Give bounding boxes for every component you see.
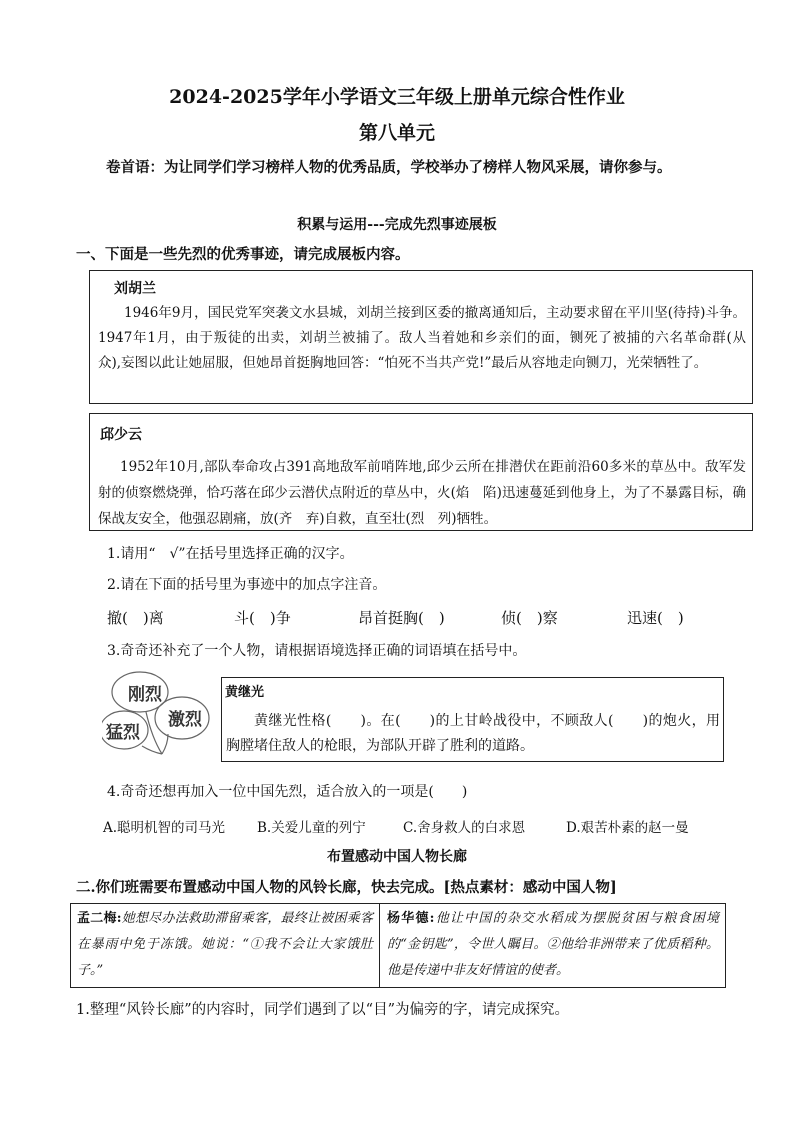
hero-name: 刘胡兰 bbox=[114, 281, 156, 297]
person-description: 她想尽办法救助滞留乘客，最终让被困乘客在暴雨中免于冻饿。她说：“①我不会让大家饿肚子。” bbox=[77, 911, 373, 978]
word-choice-1: 刚烈 bbox=[128, 685, 162, 705]
pinyin-item[interactable]: 昂首挺胸( ) bbox=[358, 609, 445, 627]
word-choice-2: 猛烈 bbox=[106, 723, 140, 743]
unit-title: 第八单元 bbox=[358, 122, 435, 144]
option-a[interactable]: A.聪明机智的司马光 bbox=[103, 820, 226, 836]
option-c[interactable]: C.舍身救人的白求恩 bbox=[403, 820, 526, 836]
hero-box-qiu-shaoyun bbox=[89, 413, 753, 531]
question-2-title: 二.你们班需要布置感动中国人物的风铃长廊，快去完成。[热点素材：感动中国人物] bbox=[76, 879, 617, 896]
hero-story: 1952年10月,部队奉命攻占391高地敌军前哨阵地,邱少云所在排潜伏在距前沿60多米的草丛中。敌军发射的侦察燃烧弹，恰巧落在邱少云潜伏点附近的草丛中，火(焰 陷)迅速蔓延到他身上，为了不暴露目标，确保战友安全，他强忍剧痛，放(齐 弃)自救，直至壮(烈 列)牺牲。 bbox=[98, 459, 746, 527]
bubble-stem bbox=[146, 712, 162, 754]
word-choice-3: 激烈 bbox=[168, 710, 202, 730]
hero-name: 邱少云 bbox=[100, 427, 142, 443]
section2-sub-question-1: 1.整理“风铃长廊”的内容时，同学们遇到了以“目”为偏旁的字，请完成探究。 bbox=[76, 1002, 569, 1018]
pinyin-item[interactable]: 侦( )察 bbox=[501, 609, 558, 627]
question-1-title: 一、下面是一些先烈的优秀事迹，请完成展板内容。 bbox=[76, 246, 410, 263]
option-b[interactable]: B.关爱儿童的列宁 bbox=[257, 820, 366, 836]
sub-question-2: 2.请在下面的括号里为事迹中的加点字注音。 bbox=[107, 577, 387, 593]
hero-story: 1946年9月，国民党军突袭文水县城，刘胡兰接到区委的撤离通知后，主动要求留在平川坚(待持)斗争。1947年1月，由于叛徒的出卖，刘胡兰被捕了。敌人当着她和乡亲们的面，铡死了被捕的六名革命群(从 众),妄图以此让她屈服，但她昂首挺胸地回答：“怕死不当共产党!”最后从容地走向铡刀，光荣牺牲了。 bbox=[98, 305, 760, 371]
preface-label: 卷首语： bbox=[106, 159, 164, 176]
q4-options bbox=[0, 816, 794, 836]
hero-box-huang-jiguang bbox=[221, 677, 724, 762]
sub-question-4: 4.奇奇还想再加入一位中国先烈，适合放入的一项是( ) bbox=[107, 784, 468, 800]
table-cell-yang-huade bbox=[387, 906, 719, 984]
table-divider bbox=[379, 904, 380, 987]
option-d[interactable]: D.艰苦朴素的赵一曼 bbox=[566, 820, 689, 836]
preface bbox=[76, 156, 736, 180]
person-name: 杨华德: bbox=[387, 911, 435, 926]
bubble-stem bbox=[162, 734, 168, 754]
people-table bbox=[70, 903, 726, 988]
sub-question-3: 3.奇奇还补充了一个人物，请根据语境选择正确的词语填在括号中。 bbox=[107, 643, 527, 659]
hero-name: 黄继光 bbox=[225, 685, 265, 700]
section2-heading: 布置感动中国人物长廊 bbox=[327, 849, 467, 865]
document-title: 2024-2025学年小学语文三年级上册单元综合性作业 bbox=[169, 86, 625, 108]
table-cell-meng-ermei bbox=[77, 906, 373, 984]
section1-heading: 积累与运用---完成先烈事迹展板 bbox=[297, 217, 497, 233]
pinyin-row bbox=[0, 607, 794, 629]
sub-question-1: 1.请用“ √”在括号里选择正确的汉字。 bbox=[107, 546, 354, 562]
person-description: 他让中国的杂交水稻成为摆脱贫困与粮食困境的“金钥匙”，令世人瞩目。②他给非洲带来了优质稻种。他是传递中非友好情谊的使者。 bbox=[387, 911, 719, 978]
hero-box-liu-hulan bbox=[89, 270, 760, 404]
preface-text: 为让同学们学习榜样人物的优秀品质，学校举办了榜样人物风采展，请你参与。 bbox=[164, 159, 672, 176]
pinyin-item[interactable]: 斗( )争 bbox=[234, 609, 291, 627]
hero-story: 黄继光性格( )。在( )的上甘岭战役中，不顾敌人( )的炮火，用胸膛堵住敌人的枪眼，为部队开辟了胜利的道路。 bbox=[226, 713, 720, 754]
pinyin-item[interactable]: 撤( )离 bbox=[107, 609, 164, 627]
pinyin-item[interactable]: 迅速( ) bbox=[627, 609, 684, 627]
word-bubble-graphic bbox=[102, 668, 214, 758]
person-name: 孟二梅: bbox=[77, 911, 122, 926]
